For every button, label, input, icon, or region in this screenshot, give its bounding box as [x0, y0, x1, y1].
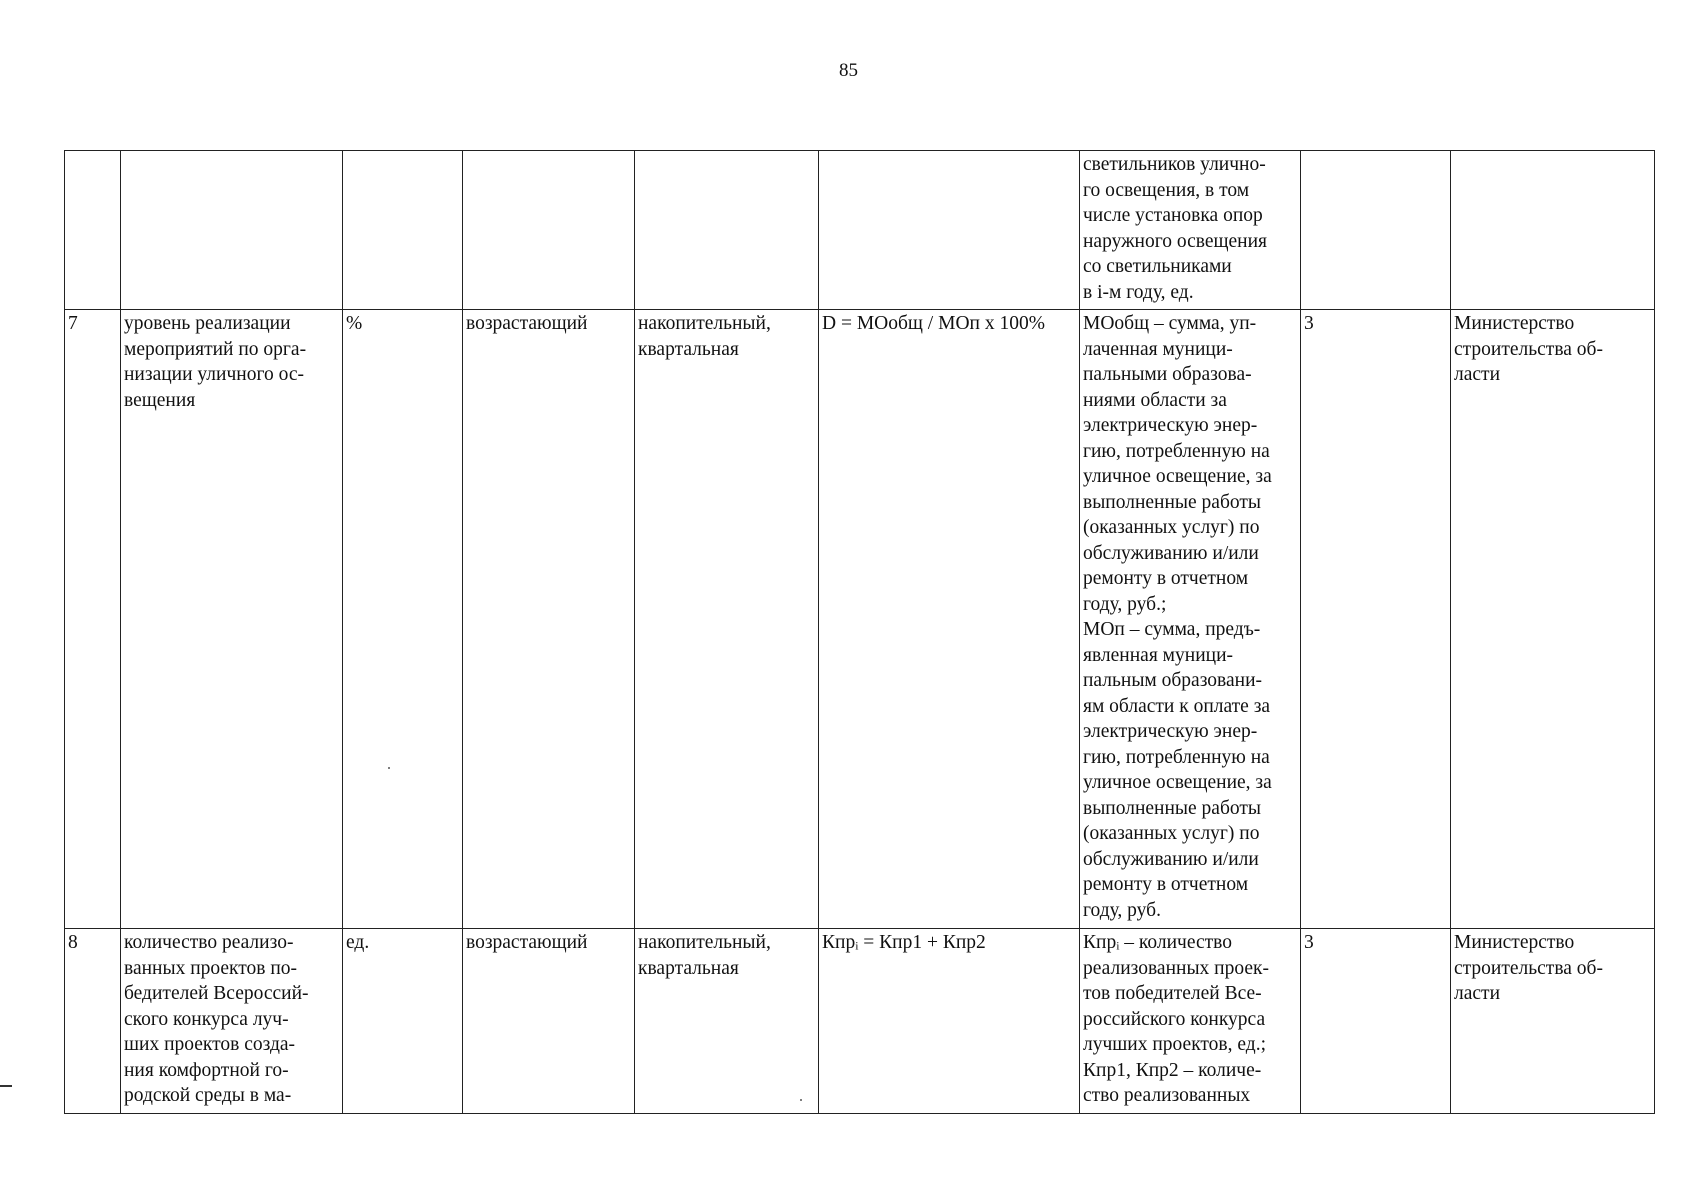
table-row — [65, 151, 1655, 310]
cell-dynamics: возрастающий — [463, 929, 635, 1114]
cell-unit — [343, 151, 463, 310]
cell-formula: D = МОобщ / МОп х 100% — [819, 310, 1080, 929]
cell-formula: Кпрᵢ = Кпр1 + Кпр2 — [819, 929, 1080, 1114]
scan-speck — [388, 767, 390, 769]
indicators-table — [64, 150, 1655, 1114]
cell-definition: Кпрᵢ – количество реализованных проек- тов победителей Все- российского конкурса лучших проектов, ед.; Кпр1, Кпр2 – количе- ство реализованных — [1080, 929, 1301, 1114]
table-row — [65, 310, 1655, 929]
table-row — [65, 929, 1655, 1114]
cell-indicator-name: уровень реализации мероприятий по орга- низации уличного ос- вещения — [121, 310, 343, 929]
cell-method: накопительный, квартальная — [635, 310, 819, 929]
cell-indicator-name: количество реализо- ванных проектов по- бедителей Всероссий- ского конкурса луч- ших проектов созда- ния комфортной го- родской среды в ма- — [121, 929, 343, 1114]
cell-responsible: Министерство строительства об- ласти — [1451, 310, 1655, 929]
cell-number: 8 — [65, 929, 121, 1114]
scan-edge-mark — [0, 1085, 12, 1087]
cell-indicator-name — [121, 151, 343, 310]
cell-responsible — [1451, 151, 1655, 310]
cell-definition: светильников улично- го освещения, в том числе установка опор наружного освещения со светильниками в i-м году, ед. — [1080, 151, 1301, 310]
cell-method — [635, 151, 819, 310]
cell-number — [65, 151, 121, 310]
cell-dynamics — [463, 151, 635, 310]
cell-formula — [819, 151, 1080, 310]
cell-code: 3 — [1301, 929, 1451, 1114]
cell-definition: МОобщ – сумма, уп- лаченная муници- пальными образова- ниями области за электрическую энер- гию, потребленную на уличное освещение, за выполненные работы (оказанных услуг) по обслуживанию и/или ремонту в отчетном году, руб.; МОп – сумма, предъ- явленная муници- пальным образовани- ям области к оплате за электрическую энер- гию, потребленную на уличное освещение, за выполненные работы (оказанных услуг) по обслуживанию и/или ремонту в отчетном году, руб. — [1080, 310, 1301, 929]
cell-dynamics: возрастающий — [463, 310, 635, 929]
cell-number: 7 — [65, 310, 121, 929]
cell-responsible: Министерство строительства об- ласти — [1451, 929, 1655, 1114]
cell-code — [1301, 151, 1451, 310]
cell-unit: ед. — [343, 929, 463, 1114]
scan-speck — [800, 1099, 802, 1101]
cell-code: 3 — [1301, 310, 1451, 929]
page-number: 85 — [839, 60, 858, 81]
cell-method: накопительный, квартальная — [635, 929, 819, 1114]
cell-unit: % — [343, 310, 463, 929]
